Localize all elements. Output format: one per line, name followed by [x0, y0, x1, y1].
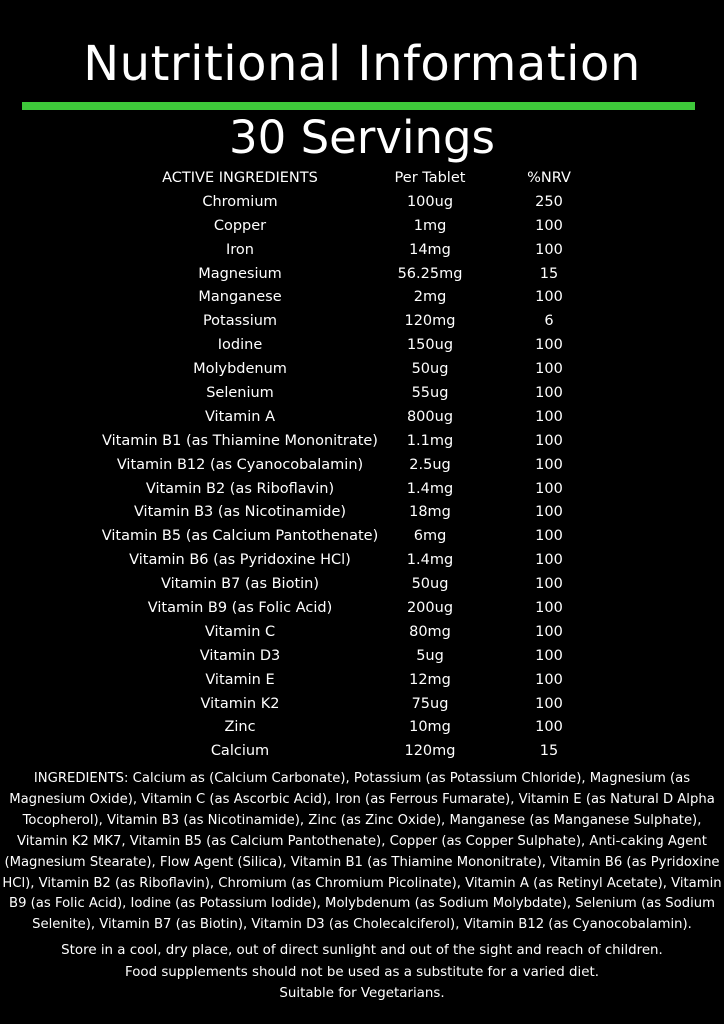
- nrv-value: 100: [535, 623, 563, 640]
- ingredient-name: Manganese: [198, 289, 282, 306]
- nrv-value: 6: [544, 313, 554, 330]
- nrv-value: 100: [535, 647, 563, 664]
- per-tablet-amount: 75ug: [411, 695, 449, 712]
- supplement-note: Food supplements should not be used as a substitute for a varied diet.: [124, 964, 600, 980]
- per-tablet-amount: 5ug: [416, 647, 444, 664]
- table-row: [0, 600, 724, 624]
- per-tablet-amount: 2.5ug: [409, 456, 451, 473]
- ingredient-name: Vitamin B3 (as Nicotinamide): [133, 504, 347, 521]
- table-row: [0, 743, 724, 767]
- storage-note: Store in a cool, dry place, out of direct sunlight and out of the sight and reach of children.: [61, 943, 663, 958]
- per-tablet-amount: 1.1mg: [406, 432, 454, 449]
- ingredient-name: Vitamin B5 (as Calcium Pantothenate): [101, 528, 379, 545]
- ingredient-name: Zinc: [224, 719, 256, 736]
- table-row: [0, 289, 724, 313]
- per-tablet-amount: 800ug: [406, 408, 454, 425]
- ingredient-name: Vitamin K2: [200, 695, 280, 712]
- ingredient-name: Vitamin B2 (as Riboflavin): [145, 480, 335, 497]
- per-tablet-amount: 1.4mg: [406, 480, 454, 497]
- per-tablet-amount: 2mg: [413, 289, 447, 306]
- nrv-value: 100: [535, 361, 563, 378]
- per-tablet-amount: 14mg: [409, 241, 451, 258]
- servings-heading: 30 Servings: [229, 111, 495, 164]
- ingredient-name: Selenium: [206, 385, 274, 402]
- nrv-value: 100: [535, 504, 563, 521]
- table-row: [0, 576, 724, 600]
- table-row: [0, 504, 724, 528]
- nrv-value: 100: [535, 217, 563, 234]
- column-header-ingredient: ACTIVE INGREDIENTS: [162, 170, 318, 186]
- per-tablet-amount: 200ug: [406, 600, 454, 617]
- nrv-value: 100: [535, 385, 563, 402]
- per-tablet-amount: 10mg: [409, 719, 451, 736]
- table-row: [0, 433, 724, 457]
- per-tablet-amount: 120mg: [404, 313, 456, 330]
- page-title: Nutritional Information: [83, 36, 641, 92]
- table-row: [0, 624, 724, 648]
- per-tablet-amount: 6mg: [413, 528, 447, 545]
- nrv-value: 15: [539, 743, 559, 760]
- table-row: [0, 361, 724, 385]
- ingredient-name: Iodine: [217, 337, 263, 354]
- nrv-value: 15: [539, 265, 559, 282]
- table-row: [0, 552, 724, 576]
- ingredient-name: Calcium: [210, 743, 270, 760]
- table-row: [0, 481, 724, 505]
- ingredient-name: Vitamin C: [204, 623, 276, 640]
- table-header-row: [0, 170, 724, 194]
- ingredient-name: Vitamin B1 (as Thiamine Mononitrate): [102, 432, 378, 449]
- ingredient-name: Potassium: [202, 313, 278, 330]
- per-tablet-amount: 1.4mg: [406, 552, 454, 569]
- ingredient-name: Copper: [213, 217, 267, 234]
- nrv-value: 100: [535, 480, 563, 497]
- table-row: [0, 385, 724, 409]
- nrv-value: 100: [535, 432, 563, 449]
- nrv-value: 100: [535, 719, 563, 736]
- table-row: [0, 242, 724, 266]
- per-tablet-amount: 80mg: [409, 623, 451, 640]
- per-tablet-amount: 150ug: [406, 337, 454, 354]
- table-row: [0, 218, 724, 242]
- table-row: [0, 313, 724, 337]
- table-row: [0, 719, 724, 743]
- per-tablet-amount: 56.25mg: [397, 265, 463, 282]
- per-tablet-amount: 100ug: [406, 193, 454, 210]
- table-row: [0, 528, 724, 552]
- per-tablet-amount: 120mg: [404, 743, 456, 760]
- column-header-nrv: %NRV: [527, 170, 571, 186]
- nrv-value: 100: [535, 695, 563, 712]
- table-row: [0, 457, 724, 481]
- ingredient-name: Vitamin B6 (as Pyridoxine HCl): [129, 552, 351, 569]
- ingredient-name: Vitamin B9 (as Folic Acid): [147, 600, 333, 617]
- ingredient-name: Magnesium: [198, 265, 282, 282]
- table-row: [0, 696, 724, 720]
- nrv-value: 100: [535, 528, 563, 545]
- ingredient-name: Chromium: [202, 193, 278, 210]
- storage-notes: [0, 940, 724, 1005]
- column-header-per-tablet: Per Tablet: [394, 170, 466, 186]
- nutrition-table: [0, 170, 724, 767]
- nrv-value: 100: [535, 241, 563, 258]
- ingredient-name: Vitamin D3: [199, 647, 281, 664]
- ingredient-name: Vitamin B12 (as Cyanocobalamin): [116, 456, 364, 473]
- table-row: [0, 266, 724, 290]
- nrv-value: 250: [535, 193, 563, 210]
- nrv-value: 100: [535, 408, 563, 425]
- ingredient-name: Vitamin B7 (as Biotin): [160, 576, 320, 593]
- nrv-value: 100: [535, 289, 563, 306]
- nrv-value: 100: [535, 576, 563, 593]
- table-row: [0, 409, 724, 433]
- nrv-value: 100: [535, 671, 563, 688]
- per-tablet-amount: 1mg: [413, 217, 447, 234]
- ingredients-text: INGREDIENTS: Calcium as (Calcium Carbonate), Potassium (as Potassium Chloride), Magnesium (as Magnesium Oxide), Vitamin C (as Ascorbic Acid), Iron (as Ferrous Fumarate), Vitamin E (as Natural D Alpha Tocopherol), Vitamin B3 (as Nicotinamide), Zinc (as Zinc Oxide), Manganese (as Manganese Sulphate), Vitamin K2 MK7, Vitamin B5 (as Calcium Pantothenate), Copper (as Copper Sulphate), Anti-caking Agent (Magnesium Stearate), Flow Agent (Silica), Vitamin B1 (as Thiamine Mononitrate), Vitamin B6 (as Pyridoxine HCl), Vitamin B2 (as Riboflavin), Chromium (as Chromium Picolinate), Vitamin A (as Retinyl Acetate), Vitamin B9 (as Folic Acid), Iodine (as Potassium Iodide), Molybdenum (as Sodium Molybdate), Selenium (as Sodium Selenite), Vitamin B7 (as Biotin), Vitamin D3 (as Cholecalciferol), Vitamin B12 (as Cyanocobalamin).: [2, 771, 722, 933]
- nrv-value: 100: [535, 600, 563, 617]
- ingredient-name: Iron: [226, 241, 254, 258]
- table-row: [0, 194, 724, 218]
- table-row: [0, 672, 724, 696]
- nrv-value: 100: [535, 456, 563, 473]
- per-tablet-amount: 12mg: [409, 671, 451, 688]
- ingredient-name: Vitamin E: [205, 671, 275, 688]
- per-tablet-amount: 50ug: [411, 576, 449, 593]
- table-row: [0, 648, 724, 672]
- per-tablet-amount: 18mg: [409, 504, 451, 521]
- ingredient-name: Vitamin A: [204, 408, 276, 425]
- table-row: [0, 337, 724, 361]
- per-tablet-amount: 50ug: [411, 361, 449, 378]
- nrv-value: 100: [535, 552, 563, 569]
- vegetarian-note: Suitable for Vegetarians.: [279, 986, 445, 1001]
- nrv-value: 100: [535, 337, 563, 354]
- per-tablet-amount: 55ug: [411, 385, 449, 402]
- ingredient-name: Molybdenum: [193, 361, 287, 378]
